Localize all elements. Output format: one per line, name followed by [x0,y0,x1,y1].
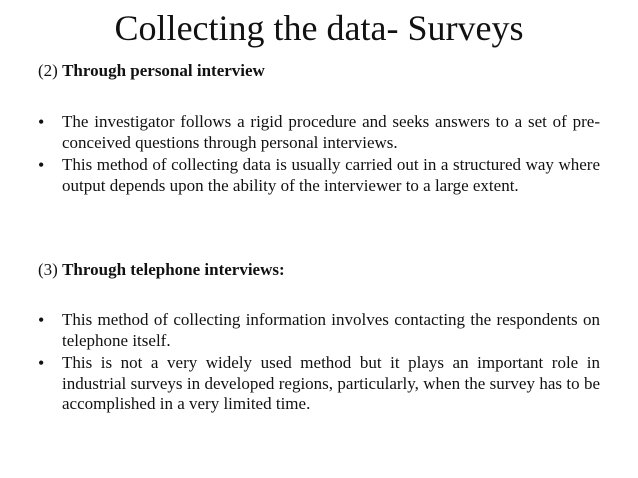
section-number: (2) [38,61,58,80]
bullet-text: This method of collecting data is usually carried out in a structured way where output depends upon the ability of the interviewer to a large extent. [62,155,600,195]
bullet-icon: • [38,310,45,330]
slide-title: Collecting the data- Surveys [114,8,524,48]
bullet-icon: • [38,112,45,132]
section-number: (3) [38,260,58,279]
list-item [38,310,600,351]
bullet-text: This is not a very widely used method but it plays an important role in industrial surveys in developed regions, particularly, when the survey has to be accomplished in a very limited time. [62,353,600,413]
section-heading-text: Through personal interview [62,61,265,80]
list-item [38,353,600,415]
bullet-list-personal-interview [38,112,600,196]
bullet-text: The investigator follows a rigid procedure and seeks answers to a set of pre-conceived questions through personal interviews. [62,112,600,152]
section-heading-telephone-interviews [38,259,285,281]
list-item [38,112,600,153]
bullet-list-telephone-interviews [38,310,600,415]
list-item [38,155,600,196]
bullet-icon: • [38,353,45,373]
bullet-icon: • [38,155,45,175]
section-heading-personal-interview [38,60,265,82]
bullet-text: This method of collecting information involves contacting the respondents on telephone itself. [62,310,600,350]
section-heading-text: Through telephone interviews: [62,260,285,279]
